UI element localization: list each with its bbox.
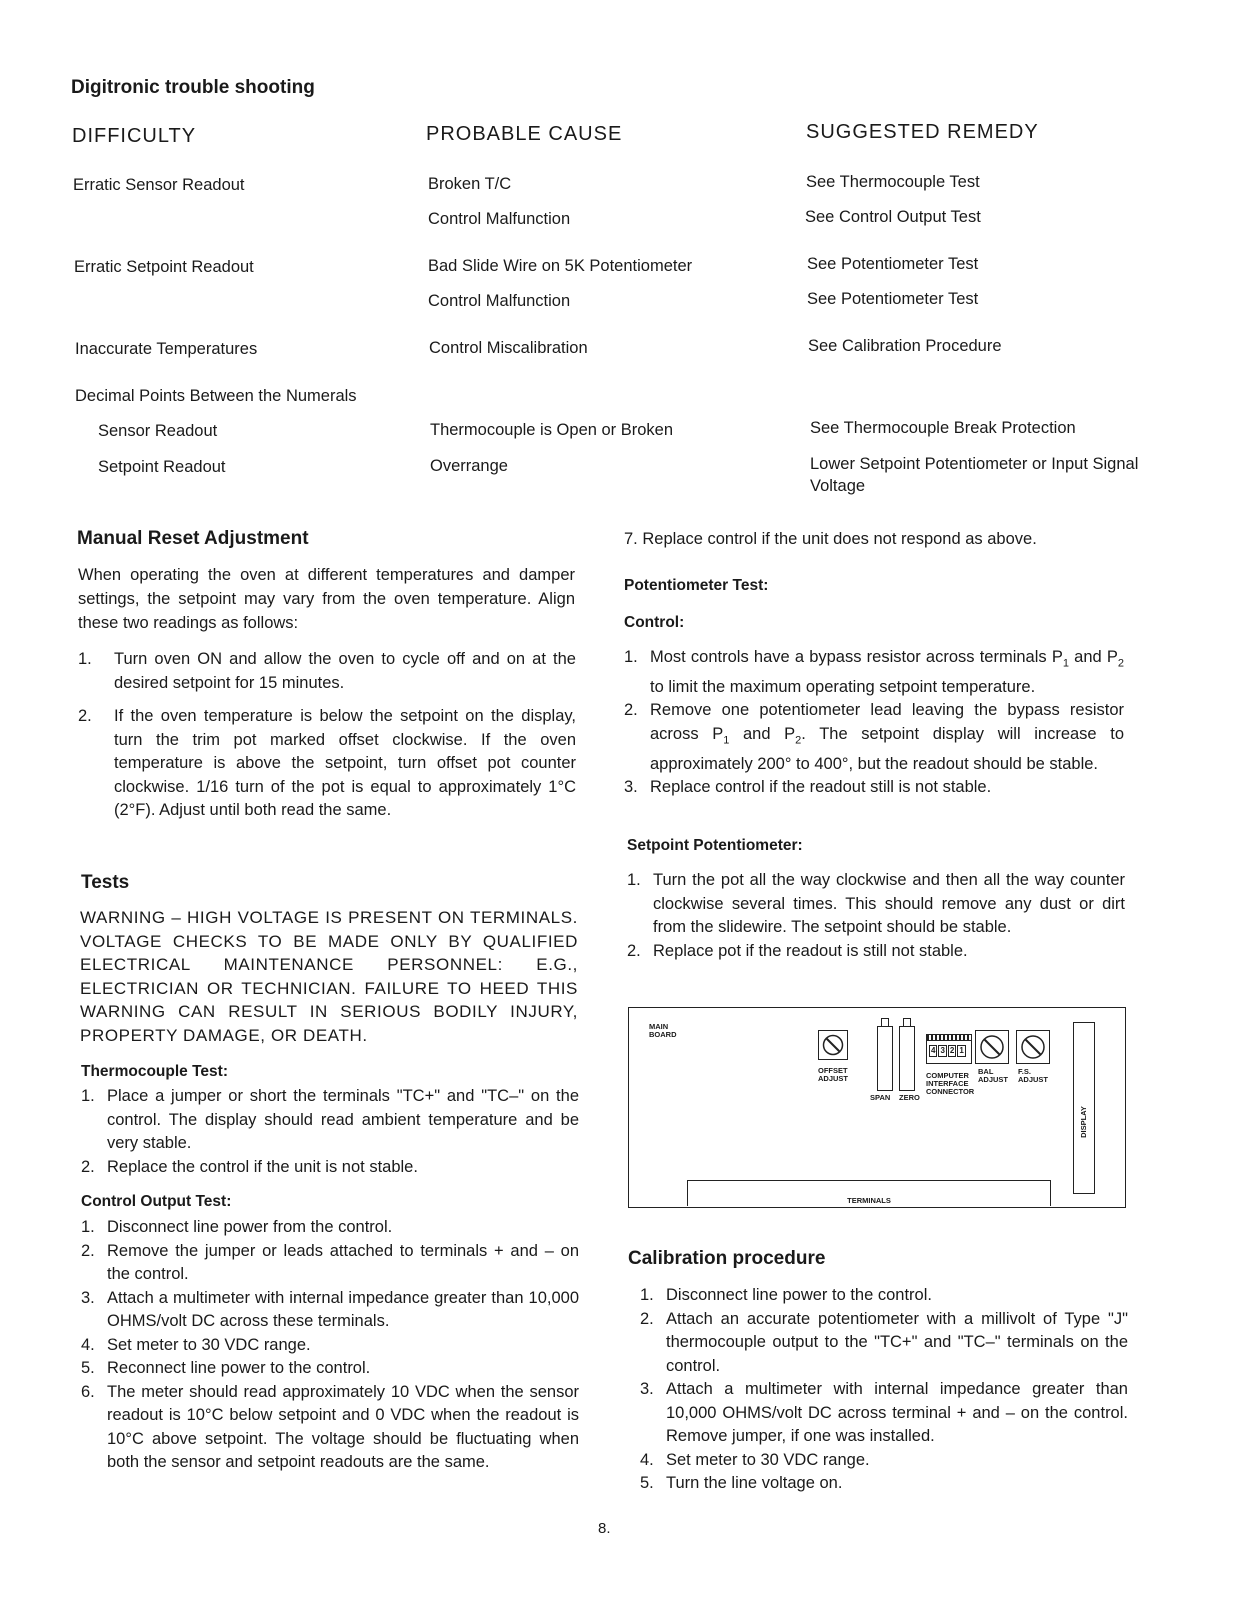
zero-tab xyxy=(903,1018,911,1027)
manual-reset-steps xyxy=(78,648,576,823)
manual-reset-intro: When operating the oven at different temperatures and damper settings, the setpoint may vary from the oven temperature. Align these two readings as follows: xyxy=(78,566,575,632)
offset-adjust-label: OFFSET ADJUST xyxy=(818,1066,849,1083)
terminals-label: TERMINALS xyxy=(847,1196,891,1205)
fs-adjust-label: F.S. ADJUST xyxy=(1018,1067,1049,1084)
manual-reset-heading: Manual Reset Adjustment xyxy=(77,528,309,549)
tests-heading: Tests xyxy=(81,872,130,893)
connector-pin: 2 xyxy=(949,1046,955,1055)
difficulty-cell: Sensor Readout xyxy=(98,422,218,440)
main-board-label: MAIN BOARD xyxy=(649,1022,677,1039)
list-item: 1. Most controls have a bypass resistor across terminals $P_1$ and $P_2$ to limit the maximum operating setpoint temperature. xyxy=(624,648,1124,696)
remedy-cell: See Thermocouple Test xyxy=(806,173,980,191)
list-item: 2. Replace the control if the unit is not stable. xyxy=(81,1157,418,1176)
setpoint-steps xyxy=(627,869,1125,963)
warning-text: WARNING – HIGH VOLTAGE IS PRESENT ON TERMINALS. VOLTAGE CHECKS TO BE MADE ONLY BY QUALIFIED ELECTRICAL MAINTENANCE PERSONNEL: E.G., ELECTRICIAN OR TECHNICIAN. FAILURE TO HEED THIS WARNING CAN RESULT IN SERIOUS BODILY INJURY, PROPERTY DAMAGE, OR DEATH. xyxy=(80,908,578,1045)
connector-pin: 4 xyxy=(931,1046,936,1055)
remedy-cell: See Control Output Test xyxy=(805,208,981,226)
connector-pin: 1 xyxy=(959,1046,964,1055)
fs-pot xyxy=(1016,1030,1050,1064)
list-item: 2. Attach an accurate potentiometer with a millivolt of Type "J" thermocouple output to the "TC+" and "TC–" terminals on the control. xyxy=(640,1309,1128,1375)
difficulty-cell: Erratic Sensor Readout xyxy=(73,176,245,194)
header-suggested-remedy: SUGGESTED REMEDY xyxy=(806,121,1039,143)
terminals-strip xyxy=(687,1180,1051,1206)
computer-interface-label: COMPUTER INTERFACE CONNECTOR xyxy=(926,1071,975,1096)
page-title: Digitronic trouble shooting xyxy=(71,77,315,98)
list-item: 4. Set meter to 30 VDC range. xyxy=(81,1335,311,1354)
list-item: 6. The meter should read approximately 10 VDC when the sensor readout is 10°C below setpoint and 0 VDC when the readout is 10°C above setpoint. The voltage should be fluctuating when both the sensor and setpoint readouts are the same. xyxy=(81,1382,579,1471)
list-item: 2. Replace pot if the readout is still not stable. xyxy=(627,941,968,960)
cause-cell: Control Malfunction xyxy=(428,210,571,228)
zero-label: ZERO xyxy=(899,1093,920,1102)
list-item: 2. Remove the jumper or leads attached to terminals + and – on the control. xyxy=(81,1241,579,1283)
display-label: DISPLAY xyxy=(1079,1106,1088,1138)
bal-pot xyxy=(975,1030,1009,1064)
adjust-screw-icon xyxy=(1020,1034,1046,1060)
difficulty-cell: Decimal Points Between the Numerals xyxy=(75,387,357,405)
cause-cell: Thermocouple is Open or Broken xyxy=(430,421,674,439)
thermocouple-test-steps xyxy=(81,1085,579,1179)
control-output-test-heading: Control Output Test: xyxy=(81,1193,232,1210)
calibration-heading: Calibration procedure xyxy=(628,1248,826,1269)
step-7: 7. Replace control if the unit does not respond as above. xyxy=(624,530,1037,548)
cause-cell: Broken T/C xyxy=(428,175,512,193)
remedy-cell: See Potentiometer Test xyxy=(807,255,979,273)
remedy-cell: See Potentiometer Test xyxy=(807,290,979,308)
list-item: 1. Disconnect line power from the control. xyxy=(81,1218,393,1236)
cause-cell: Control Malfunction xyxy=(428,292,571,310)
control-heading: Control: xyxy=(624,614,685,631)
main-board-diagram xyxy=(628,1007,1126,1208)
page-number: 8. xyxy=(598,1520,611,1537)
list-item: 2. Remove one potentiometer lead leaving the bypass resistor across $P_1$ and $P_2$. The setpoint display will increase to approximately 200° to 400°, but the readout should be stable. xyxy=(624,701,1124,773)
thermocouple-test-heading: Thermocouple Test: xyxy=(81,1063,228,1080)
zero-slot xyxy=(899,1026,915,1091)
list-item: 1. Disconnect line power to the control. xyxy=(640,1286,932,1304)
list-item: 1. Turn the pot all the way clockwise and then all the way counter clockwise several times. This should remove any dust or dirt from the slidewire. The setpoint should be stable. xyxy=(627,871,1125,936)
list-item: 5. Turn the line voltage on. xyxy=(640,1474,843,1492)
control-steps xyxy=(624,646,1124,800)
remedy-cell: See Calibration Procedure xyxy=(808,337,1002,355)
offset-pot xyxy=(818,1030,848,1060)
span-label: SPAN xyxy=(870,1093,891,1102)
cause-cell: Overrange xyxy=(430,457,508,475)
bal-adjust-label: BAL ADJUST xyxy=(978,1067,1009,1084)
list-item: 2. If the oven temperature is below the setpoint on the display, turn the trim pot marked offset clockwise. If the oven temperature is above the setpoint, turn offset pot counter clockwise. 1/16 turn of the pot is equal to approximately 1°C (2°F). Adjust until both read the same. xyxy=(78,707,576,819)
difficulty-cell: Inaccurate Temperatures xyxy=(75,340,258,358)
remedy-cell: See Thermocouple Break Protection xyxy=(810,419,1076,437)
cause-cell: Control Miscalibration xyxy=(429,339,588,357)
computer-interface-connector xyxy=(926,1034,972,1064)
header-probable-cause: PROBABLE CAUSE xyxy=(426,123,623,145)
list-item: 4. Set meter to 30 VDC range. xyxy=(640,1450,870,1469)
span-tab xyxy=(881,1018,889,1027)
list-item: 3. Replace control if the readout still is not stable. xyxy=(624,778,992,797)
list-item: 3. Attach a multimeter with internal impedance greater than 10,000 OHMS/volt DC across terminal + and – on the control. Remove jumper, if one was installed. xyxy=(640,1380,1128,1445)
list-item: 1. Place a jumper or short the terminals "TC+" and "TC–" on the control. The display should read ambient temperature and be very stable. xyxy=(81,1087,579,1152)
difficulty-cell: Erratic Setpoint Readout xyxy=(74,258,254,276)
adjust-screw-icon xyxy=(822,1034,844,1056)
list-item: 3. Attach a multimeter with internal impedance greater than 10,000 OHMS/volt DC across these terminals. xyxy=(81,1288,579,1330)
adjust-screw-icon xyxy=(979,1034,1005,1060)
header-difficulty: DIFFICULTY xyxy=(72,125,197,147)
difficulty-cell: Setpoint Readout xyxy=(98,458,226,476)
potentiometer-test-heading: Potentiometer Test: xyxy=(624,577,769,594)
list-item: 1. Turn oven ON and allow the oven to cycle off and on at the desired setpoint for 15 minutes. xyxy=(78,650,576,692)
connector-pin: 3 xyxy=(940,1046,945,1055)
display-panel xyxy=(1073,1022,1095,1194)
connector-pins xyxy=(929,1045,966,1057)
span-slot xyxy=(877,1026,893,1091)
cause-cell: Bad Slide Wire on 5K Potentiometer xyxy=(428,257,693,275)
setpoint-potentiometer-heading: Setpoint Potentiometer: xyxy=(627,837,803,854)
control-output-test-steps xyxy=(81,1216,579,1475)
remedy-cell: Lower Setpoint Potentiometer or Input Signal Voltage xyxy=(810,455,1139,495)
list-item: 5. Reconnect line power to the control. xyxy=(81,1359,371,1377)
calibration-steps xyxy=(640,1284,1128,1496)
